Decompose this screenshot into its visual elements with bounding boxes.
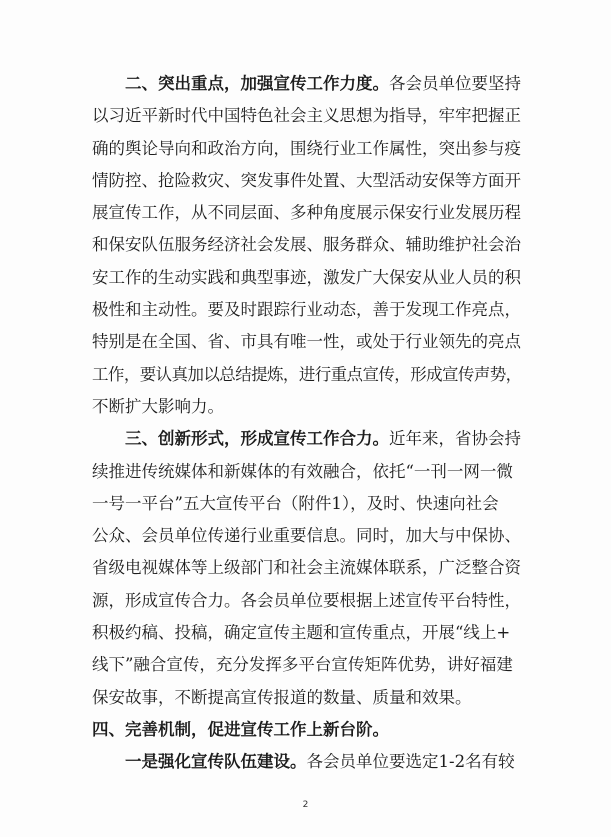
line-text: 近年来，省协会持 [389, 429, 521, 449]
text-line [92, 423, 522, 455]
text-line [92, 359, 522, 391]
section-heading: 二、突出重点，加强宣传工作力度。 [125, 74, 389, 93]
text-line [92, 682, 522, 714]
text-line [92, 649, 522, 681]
text-line [92, 552, 522, 584]
text-line [92, 262, 522, 294]
line-text: 积极约稿、投稿，确定宣传主题和宣传重点，开展“线上+ [92, 623, 511, 643]
line-text: 和保安队伍服务经济社会发展、服务群众、辅助维护社会治 [92, 235, 521, 255]
text-line [92, 488, 522, 520]
line-text: 确的舆论导向和政治方向，围绕行业工作属性，突出参与疫 [92, 138, 521, 158]
text-line [92, 294, 522, 326]
line-text: 各会员单位要坚持 [389, 74, 521, 93]
section-heading: 三、创新形式，形成宣传工作合力。 [125, 429, 389, 449]
section-heading: 四、完善机制，促进宣传工作上新台阶。 [92, 719, 389, 739]
text-line [92, 197, 522, 229]
page-number: 2 [302, 800, 309, 810]
line-text: 省级电视媒体等上级部门和社会主流媒体联系，广泛整合资 [92, 558, 521, 578]
text-line [92, 391, 522, 423]
line-text: 源，形成宣传合力。各会员单位要根据上述宣传平台特性， [92, 590, 521, 610]
line-text: 续推进传统媒体和新媒体的有效融合，依托“一刊一网一微 [92, 461, 513, 481]
line-text: 极性和主动性。要及时跟踪行业动态，善于发现工作亮点， [92, 300, 521, 320]
line-text: 各会员单位要选定1-2名有较 [306, 752, 515, 772]
line-text: 不断扩大影响力。 [92, 396, 224, 416]
section-heading: 一是强化宣传队伍建设。 [125, 752, 307, 772]
line-text: 工作，要认真加以总结提炼，进行重点宣传，形成宣传声势， [92, 364, 522, 384]
body-text [92, 68, 522, 779]
text-line [92, 520, 522, 552]
line-text: 线下”融合宣传，充分发挥多平台宣传矩阵优势，讲好福建 [92, 655, 513, 675]
text-line [92, 617, 522, 649]
line-text: 情防控、抢险救灾、突发事件处置、大型活动安保等方面开 [92, 170, 521, 190]
line-text: 安工作的生动实践和典型事迹，激发广大保安从业人员的积 [92, 267, 521, 287]
text-line [92, 229, 522, 261]
line-text: 以习近平新时代中国特色社会主义思想为指导，牢牢把握正 [92, 106, 521, 126]
line-text: 保安故事，不断提高宣传报道的数量、质量和效果。 [92, 687, 472, 707]
line-text: 一号一平台”五大宣传平台（附件1），及时、快速向社会 [92, 493, 499, 513]
text-line [92, 746, 522, 778]
line-text: 特别是在全国、省、市具有唯一性，或处于行业领先的亮点 [92, 332, 521, 352]
text-line [92, 326, 522, 358]
text-line [92, 714, 522, 746]
text-line [92, 100, 522, 132]
line-text: 公众、会员单位传递行业重要信息。同时，加大与中保协、 [92, 526, 521, 546]
text-line [92, 68, 522, 100]
text-line [92, 585, 522, 617]
text-line [92, 165, 522, 197]
text-line [92, 133, 522, 165]
text-line [92, 456, 522, 488]
line-text: 展宣传工作，从不同层面、多种角度展示保安行业发展历程 [92, 203, 521, 223]
